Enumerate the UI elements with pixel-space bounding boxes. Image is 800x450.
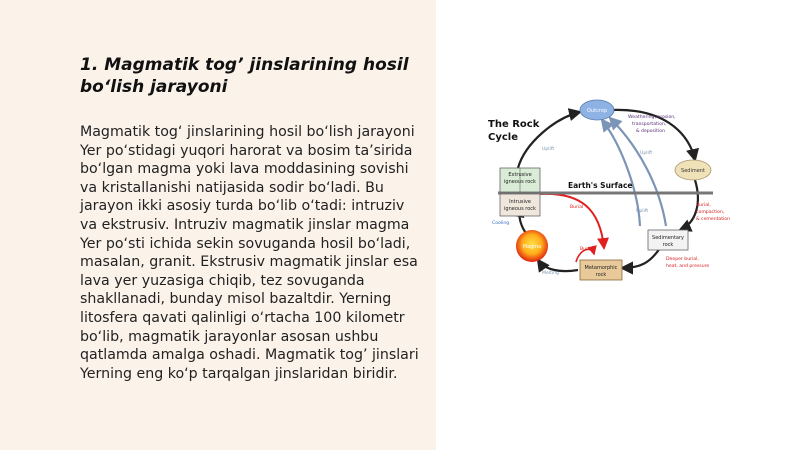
slide-body-text: Magmatik tog‘ jinslarining hosil bo‘lish jarayoni Yer po‘stidagi yuqori harorat va bosim ta’sirida bo‘lgan magma yoki lava moddasining sovishi va kristallanishi natijasida sodir bo‘ladi. Bu jarayon ikki asosiy turda bo‘lib o‘tadi: intruziv va ekstrusiv. Intruziv magmatik jinslar magma Yer po‘sti ichida sekin sovuganda hosil bo‘ladi, masalan, granit. Ekstrusiv magmatik jinslar esa lava yer yuzasiga chiqib, tez sovuganda shakllanadi, bunday misol bazaltdir. Yerning litosfera qavati qalinligi o‘rtacha 100 kilometr bo‘lib, magmatik jarayonlar asosan ushbu qatlamda amalga oshadi. Magmatik tog’ jinslari Yerning eng ko‘p tarqalgan jinslaridan biridir. xyxy=(80,124,419,382)
outcrop-label: Outcrop xyxy=(587,108,607,114)
arrow-metamorphic-to-magma xyxy=(538,260,578,271)
arrow-uplift-metamorphic xyxy=(602,120,640,226)
sediment-label: Sediment xyxy=(681,168,705,174)
sedimentary-label-line2: rock xyxy=(662,242,674,248)
intrusive-rock-node xyxy=(500,194,540,216)
metamorphic-label-line1: Metamorphic xyxy=(584,265,618,271)
uplift-label-top: Uplift xyxy=(640,151,653,156)
intrusive-label-line2: igneous rock xyxy=(504,206,536,212)
rock-cycle-diagram xyxy=(470,88,760,288)
deeper-burial-label-line2: heat, and pressure xyxy=(666,264,710,269)
earth-surface-label: Earth's Surface xyxy=(568,181,633,190)
intrusive-label-line1: Intrusive xyxy=(509,199,531,205)
arrow-burial-igneous xyxy=(540,194,604,248)
weathering-label-line2: transportation, xyxy=(632,122,667,127)
extrusive-label-line2: igneous rock xyxy=(504,179,536,185)
burial-label-line2: compaction, xyxy=(696,210,725,215)
burial-left-label: Burial xyxy=(570,205,584,210)
uplift-label-mid: Uplift xyxy=(636,209,649,214)
uplift-label-left: Uplift xyxy=(542,147,555,152)
cooling-label: Cooling xyxy=(492,221,510,226)
arrow-sedimentary-to-metamorphic xyxy=(622,248,660,268)
rock-cycle-svg xyxy=(470,88,760,288)
deeper-burial-label-line1: Deeper burial, xyxy=(666,257,699,262)
extrusive-label-line1: Extrusive xyxy=(508,172,532,178)
diagram-title-line2: Cycle xyxy=(488,132,518,143)
magma-label: Magma xyxy=(522,244,542,250)
melting-label: Melting xyxy=(542,271,559,276)
burial-label-line1: Burial, xyxy=(696,203,711,208)
weathering-label-line1: Weathering, erosion, xyxy=(628,115,676,120)
burial-meta-label: Burial xyxy=(580,247,594,252)
diagram-title-line1: The Rock xyxy=(488,119,540,130)
weathering-label-line3: & deposition xyxy=(636,129,665,134)
metamorphic-label-line2: rock xyxy=(595,272,607,278)
slide-title: 1. Magmatik tog’ jinslarining hosil bo‘lish jarayoni xyxy=(80,55,409,97)
sedimentary-label-line1: Sedimentary xyxy=(652,235,684,241)
burial-label-line3: & cementation xyxy=(696,217,731,222)
